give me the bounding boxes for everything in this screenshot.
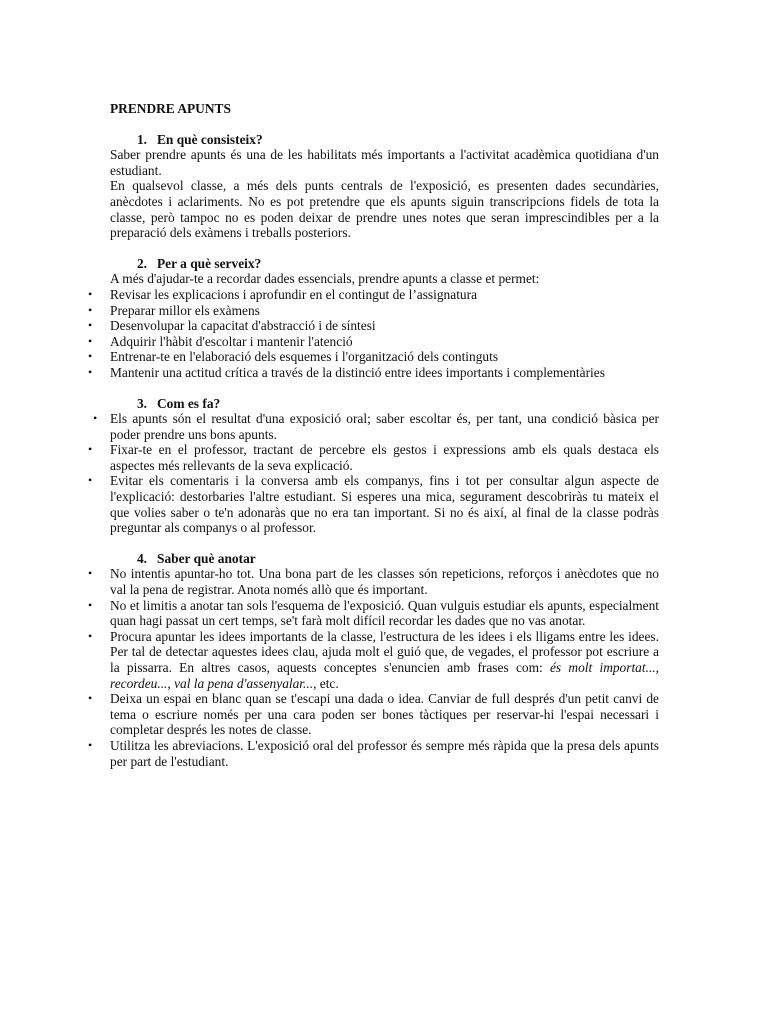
- section-3: [88, 395, 659, 536]
- section-heading: [110, 551, 659, 567]
- list-item: [88, 286, 659, 303]
- bullet-icon: •: [88, 333, 93, 348]
- section-title: En què consisteix?: [157, 131, 263, 147]
- section-title: Com es fa?: [157, 395, 221, 411]
- document-title: PRENDRE APUNTS: [110, 101, 231, 116]
- list-item: [88, 628, 659, 691]
- bullet-icon: •: [88, 628, 93, 643]
- document-page: [88, 101, 659, 784]
- list-item: [88, 349, 659, 365]
- list-item: [88, 691, 659, 738]
- list-item: [88, 318, 659, 334]
- section-number: 2.: [136, 255, 147, 271]
- list-item-text: Mantenir una actitud crítica a través de la distinció entre idees importants i complementàries: [110, 364, 605, 380]
- section-heading: [110, 256, 659, 272]
- section-number: 4.: [136, 550, 147, 566]
- list-item-text: [110, 629, 659, 691]
- list-item-text: Preparar millor els exàmens: [110, 302, 260, 318]
- section-title: Saber què anotar: [157, 550, 256, 566]
- list-item-text: No et limitis a anotar tan sols l'esquema de l'exposició. Quan vulguis estudiar els apunts, especialment quan hagi passat un cert temps, se't farà molt difícil recordar les dades que no vas anotar.: [110, 597, 659, 629]
- bullet-icon: •: [88, 349, 93, 364]
- list-item: [88, 473, 659, 536]
- section-4: [88, 550, 659, 769]
- section-2: [88, 255, 659, 381]
- list-item-text: Utilitza les abreviacions. L'exposició oral del professor és sempre més ràpida que la presa dels apunts per part de l'estudiant.: [110, 737, 659, 769]
- list-item: [88, 597, 659, 629]
- bullet-icon: •: [88, 442, 93, 457]
- section-number: 1.: [136, 131, 147, 147]
- list-item: [88, 566, 659, 598]
- list-item-text: Desenvolupar la capacitat d'abstracció i de síntesi: [110, 318, 376, 334]
- section-heading: [110, 396, 659, 412]
- bullet-icon: •: [88, 364, 93, 379]
- list-item: [88, 442, 659, 473]
- bullet-icon: •: [88, 473, 93, 488]
- section-heading: [110, 132, 659, 148]
- bullet-icon: •: [93, 411, 98, 426]
- list-item-text: Adquirir l'hàbit d'escoltar i mantenir l'atenció: [110, 333, 353, 349]
- list-item-text: Evitar els comentaris i la conversa amb els companys, fins i tot per consultar algun aspecte de l'explicació: destorbaries l'altre estudiant. Si esperes una mica, segurament descobriràs tu mateix el que volies saber o te'n adonaràs que no era tan important. Si no és així, al final de la classe podràs preguntar als companys o al professor.: [110, 473, 659, 536]
- list-item-text: Fixar-te en el professor, tractant de percebre els gestos i expressions amb els quals destaca els aspectes més rellevants de la seva explicació.: [110, 442, 659, 473]
- list-item: [88, 737, 659, 769]
- list-item-text: Deixa un espai en blanc quan se t'escapi una dada o idea. Canviar de full després d'un petit canvi de tema o escriure només per una cara poden ser bones tàctiques per reservar-hi l'espai necessari i completar després les notes de classe.: [110, 691, 659, 738]
- list-item: [88, 364, 659, 381]
- bullet-icon: •: [88, 566, 93, 581]
- list-item-text: Entrenar-te en l'elaboració dels esquemes i l'organització dels continguts: [110, 349, 499, 365]
- bullet-list: [88, 286, 659, 381]
- list-item-text: No intentis apuntar-ho tot. Una bona part de les classes són repeticions, reforços i anècdotes que no val la pena de registrar. Anota només allò que és important.: [110, 566, 659, 598]
- list-item: [88, 302, 659, 319]
- list-item-text-part: Procura apuntar les idees importants de la classe, l'estructura de les idees i els lligams entre les idees. Per tal de detectar aquestes idees clau, ajuda molt el guió que, de vegades, el professor pot escriure a la pissarra. En altres casos, aquests conceptes s'enuncien amb frases com:: [110, 628, 659, 675]
- example-phrases: és molt importat..., recordeu..., val la pena d'assenyalar...: [110, 660, 659, 691]
- list-item-text-part: , etc.: [313, 675, 339, 691]
- section-number: 3.: [136, 395, 147, 411]
- bullet-icon: •: [88, 302, 93, 317]
- paragraph: A més d'ajudar-te a recordar dades essencials, prendre apunts a classe et permet:: [110, 271, 540, 287]
- paragraph: En qualsevol classe, a més dels punts centrals de l'exposició, es presenten dades secundàries, anècdotes i aclariments. No es pot pretendre que els apunts siguin transcripcions fidels de tota la classe, però tampoc no es poden deixar de prendre unes notes que seran imprescindibles per a la preparació dels exàmens i treballs posteriors.: [110, 178, 659, 241]
- list-item: [88, 333, 659, 350]
- bullet-list: [88, 566, 659, 769]
- bullet-icon: •: [88, 737, 93, 752]
- bullet-icon: •: [88, 691, 93, 706]
- bullet-icon: •: [88, 286, 93, 301]
- bullet-icon: •: [88, 597, 93, 612]
- paragraph: Saber prendre apunts és una de les habilitats més importants a l'activitat acadèmica quotidiana d'un estudiant.: [110, 147, 659, 178]
- list-item: [93, 411, 659, 442]
- list-item-text: Revisar les explicacions i aprofundir en el contingut de l’assignatura: [110, 286, 478, 302]
- section-title: Per a què serveix?: [157, 255, 262, 271]
- section-1: [110, 132, 659, 241]
- bullet-list: [88, 411, 659, 536]
- list-item-text: Els apunts són el resultat d'una exposició oral; saber escoltar és, per tant, una condició bàsica per poder prendre uns bons apunts.: [110, 411, 659, 442]
- bullet-icon: •: [88, 318, 93, 333]
